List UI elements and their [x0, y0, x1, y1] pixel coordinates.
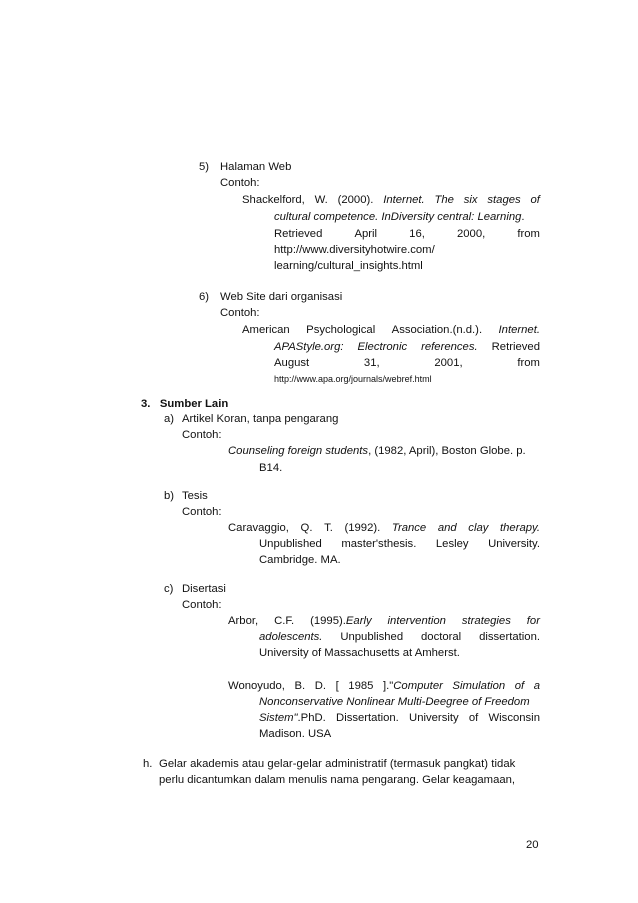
para-h-line-1: Gelar akademis atau gelar-gelar administratif (termasuk pangkat) tidak — [159, 758, 516, 770]
web-ref-url-2: learning/cultural_insights.html — [274, 260, 423, 272]
web-ref-line-2: cultural competence. InDiversity central: Learning. — [274, 211, 525, 223]
item-b-contoh: Contoh: — [182, 506, 222, 518]
web-ref-line-1: Shackelford, W. (2000). Internet. The six stages of — [242, 194, 540, 206]
item-c-number: c) — [164, 583, 174, 595]
dissertation-ref-1-line-2: adolescents. Unpublished doctoral dissertation. — [259, 631, 540, 643]
org-ref-line-3: August 31, 2001, from — [274, 357, 540, 369]
item-a-title: Artikel Koran, tanpa pengarang — [182, 413, 339, 425]
para-h-line-2: perlu dicantumkan dalam menulis nama pengarang. Gelar keagamaan, — [159, 774, 516, 786]
page-number: 20 — [526, 839, 539, 851]
dissertation-ref-2-line-1: Wonoyudo, B. D. [ 1985 ]."Computer Simulation of a — [228, 680, 540, 692]
thesis-ref-line-2: Unpublished master'sthesis. Lesley University. — [259, 538, 540, 550]
dissertation-ref-1-line-3: University of Massachusetts at Amherst. — [259, 647, 460, 659]
item-a-number: a) — [164, 413, 175, 425]
para-h-label: h. — [143, 758, 153, 770]
item-5-heading: Halaman Web — [220, 161, 292, 173]
dissertation-ref-2-line-2: Nonconservative Nonlinear Multi-Deegree of Freedom — [259, 696, 530, 708]
thesis-ref-line-3: Cambridge. MA. — [259, 554, 341, 566]
item-6-number: 6) — [199, 291, 210, 303]
item-b-title: Tesis — [182, 490, 208, 502]
web-ref-line-3: Retrieved April 16, 2000, from — [274, 228, 540, 240]
org-ref-line-1: American Psychological Association.(n.d.). Internet. — [242, 324, 540, 336]
dissertation-ref-2-line-3: Sistem".PhD. Dissertation. University of Wisconsin — [259, 712, 540, 724]
section-3-heading: 3. Sumber Lain — [141, 398, 229, 410]
newspaper-ref-line-2: B14. — [259, 462, 283, 474]
dissertation-ref-1-line-1: Arbor, C.F. (1995).Early intervention strategies for — [228, 615, 540, 627]
item-b-number: b) — [164, 490, 175, 502]
item-5-number: 5) — [199, 161, 210, 173]
web-ref-url-1: http://www.diversityhotwire.com/ — [274, 244, 435, 256]
item-6-contoh: Contoh: — [220, 307, 260, 319]
item-a-contoh: Contoh: — [182, 429, 222, 441]
dissertation-ref-2-line-4: Madison. USA — [259, 728, 332, 740]
newspaper-ref-line-1: Counseling foreign students, (1982, April), Boston Globe. p. — [228, 445, 526, 457]
org-ref-url: http://www.apa.org/journals/webref.html — [274, 374, 432, 384]
item-5-contoh: Contoh: — [220, 177, 260, 189]
item-c-title: Disertasi — [182, 583, 226, 595]
org-ref-line-2: APAStyle.org: Electronic references. Retrieved — [274, 341, 540, 353]
thesis-ref-line-1: Caravaggio, Q. T. (1992). Trance and clay therapy. — [228, 522, 540, 534]
item-c-contoh: Contoh: — [182, 599, 222, 611]
item-6-heading: Web Site dari organisasi — [220, 291, 343, 303]
